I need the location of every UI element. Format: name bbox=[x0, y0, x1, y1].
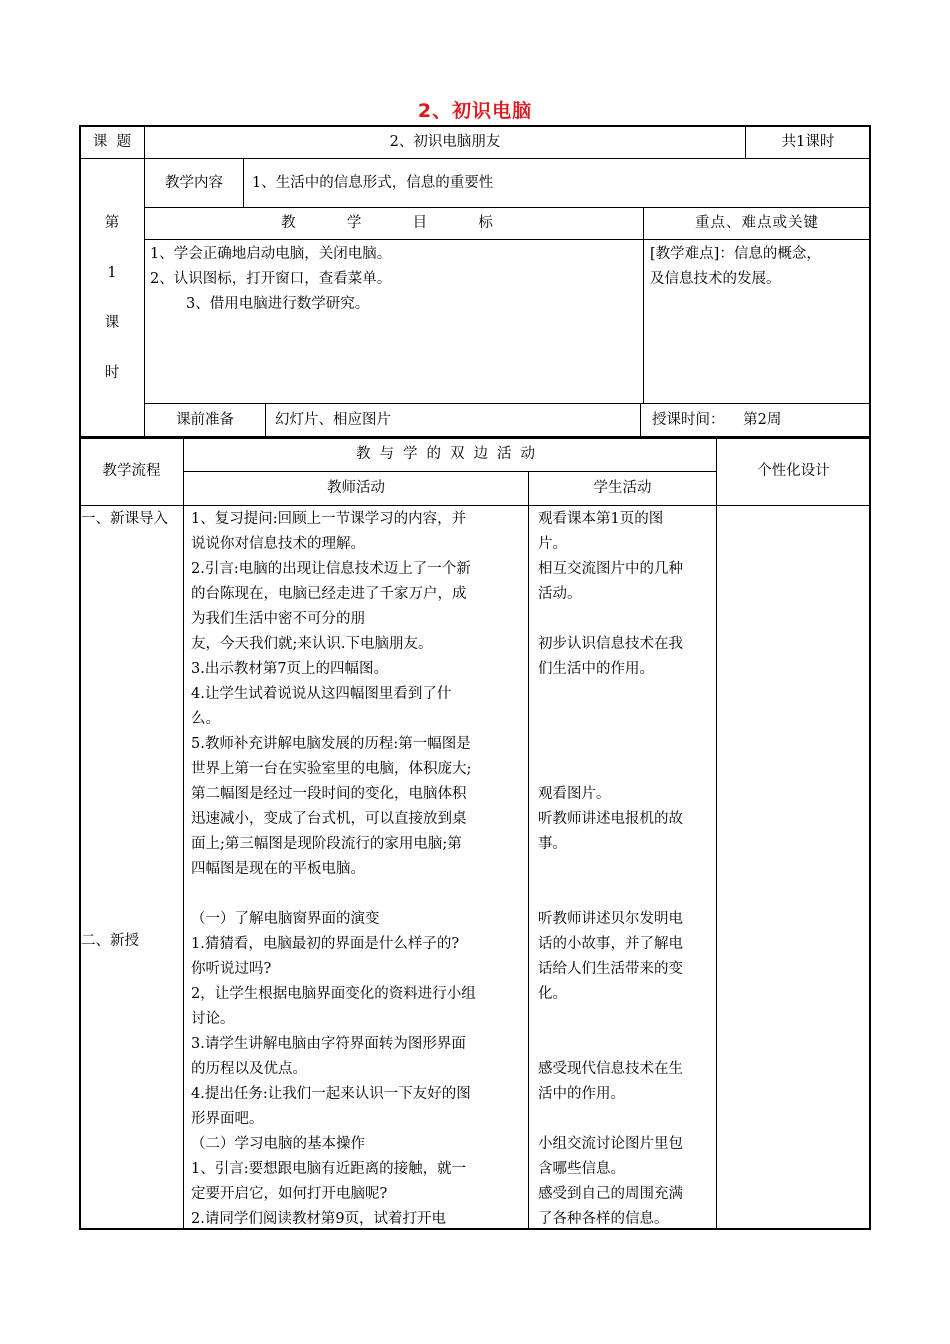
teacher-activity-line: （二）学习电脑的基本操作 bbox=[191, 1136, 365, 1152]
key-point-line: [教学难点]：信息的概念， bbox=[650, 246, 821, 262]
teacher-activity-line: 的台陈现在，电脑已经走进了千家万户，成 bbox=[191, 586, 467, 602]
student-activity-line bbox=[538, 607, 714, 632]
student-activity-line bbox=[538, 882, 714, 907]
teacher-activity-line: 2.请同学们阅读教材第9页，试着打开电 bbox=[191, 1211, 447, 1227]
prep-value: 幻灯片、相应图片 bbox=[275, 412, 391, 428]
stage-intro: 一、新课导入 bbox=[81, 511, 168, 527]
teacher-activity-line: 定要开启它，如何打开电脑呢? bbox=[191, 1186, 388, 1202]
teacher-activity-line: 2，让学生根据电脑界面变化的资料进行小组 bbox=[191, 986, 476, 1002]
student-activity-line bbox=[538, 1107, 714, 1132]
teacher-activity-line: 形界面吧。 bbox=[191, 1111, 264, 1127]
teacher-activity-line: 4.提出任务:让我们一起来认识一下友好的图 bbox=[191, 1086, 471, 1102]
student-activity-line: 初步认识信息技术在我 bbox=[538, 636, 683, 652]
key-point-line: 及信息技术的发展。 bbox=[650, 271, 781, 287]
teacher-activity-line: 为我们生活中密不可分的朋 bbox=[191, 611, 365, 627]
prep-label: 课前准备 bbox=[176, 412, 234, 428]
student-activity-line: 化。 bbox=[538, 986, 567, 1002]
student-activity-line: 感受到自己的周围充满 bbox=[538, 1186, 683, 1202]
time-label: 授课时间： bbox=[652, 412, 725, 428]
teacher-activity-line: 1、复习提问:回顾上一节课学习的内容，并 bbox=[191, 511, 467, 527]
teacher-activity-line: 么。 bbox=[191, 711, 220, 727]
personal-design-header: 个性化设计 bbox=[757, 463, 830, 479]
topic-value: 2、初识电脑朋友 bbox=[389, 133, 501, 150]
student-activity-line: 话的小故事，并了解电 bbox=[538, 936, 683, 952]
teacher-activity-line: （一）了解电脑窗界面的演变 bbox=[191, 911, 380, 927]
goals-list bbox=[150, 242, 640, 317]
student-activity-line: 话给人们生活带来的变 bbox=[538, 961, 683, 977]
student-activity-header: 学生活动 bbox=[593, 480, 652, 496]
teacher-activity-line: 1.猜猜看，电脑最初的界面是什么样子的? bbox=[191, 936, 460, 952]
dual-activity-header: 教与学的双边活动 bbox=[356, 446, 544, 462]
student-activity-line: 含哪些信息。 bbox=[538, 1161, 625, 1177]
student-activity-line: 了各种各样的信息。 bbox=[538, 1211, 669, 1227]
teacher-activity-line: 2.引言:电脑的出现让信息技术迈上了一个新 bbox=[191, 561, 471, 577]
student-activity-line: 活动。 bbox=[538, 586, 582, 602]
teaching-time bbox=[652, 404, 868, 437]
goals-header: 教 学 目 标 bbox=[281, 215, 507, 231]
teacher-activity-line: 第二幅图是经过一段时间的变化，电脑体积 bbox=[191, 786, 467, 802]
teacher-activity-line bbox=[191, 882, 526, 907]
student-activity-line bbox=[538, 857, 714, 882]
hours-value: 共1课时 bbox=[781, 133, 835, 150]
goal-item: 2、认识图标，打开窗口，查看菜单。 bbox=[150, 271, 392, 287]
teacher-activity-line: 3.出示教材第7页上的四幅图。 bbox=[191, 661, 389, 677]
teacher-activity-line: 1、引言:要想跟电脑有近距离的接触，就一 bbox=[191, 1161, 467, 1177]
goal-item: 1、学会正确地启动电脑，关闭电脑。 bbox=[150, 246, 392, 262]
student-activity-line: 活中的作用。 bbox=[538, 1086, 625, 1102]
page-title: 2、初识电脑 bbox=[417, 100, 533, 122]
lesson-side-4: 时 bbox=[104, 365, 120, 381]
student-activity-line bbox=[538, 1007, 714, 1032]
goal-item: 3、借用电脑进行数学研究。 bbox=[186, 296, 370, 312]
time-value: 第2周 bbox=[743, 412, 782, 428]
content-value: 1、生活中的信息形式，信息的重要性 bbox=[252, 175, 494, 191]
student-activity-line bbox=[538, 757, 714, 782]
student-activity-line: 观看课本第1页的图 bbox=[538, 511, 664, 527]
teacher-activity-line: 4.让学生试着说说从这四幅图里看到了什 bbox=[191, 686, 452, 702]
teacher-activity-line: 面上;第三幅图是现阶段流行的家用电脑;第 bbox=[191, 836, 462, 852]
teacher-activity-line: 四幅图是现在的平板电脑。 bbox=[191, 861, 365, 877]
teacher-activity-line: 友，今天我们就;来认识.下电脑朋友。 bbox=[191, 636, 433, 652]
key-points-header: 重点、难点或关键 bbox=[695, 215, 819, 231]
student-activity-line: 观看图片。 bbox=[538, 786, 611, 802]
lesson-side-2: 1 bbox=[107, 265, 117, 281]
teacher-activity-line: 3.请学生讲解电脑由字符界面转为图形界面 bbox=[191, 1036, 466, 1052]
student-activity-line bbox=[538, 1032, 714, 1057]
student-activity-line bbox=[538, 732, 714, 757]
teacher-activity-header: 教师活动 bbox=[327, 480, 385, 496]
student-activity-line: 们生活中的作用。 bbox=[538, 661, 654, 677]
flow-header: 教学流程 bbox=[102, 463, 161, 479]
content-label: 教学内容 bbox=[165, 174, 223, 191]
student-activity-line: 相互交流图片中的几种 bbox=[538, 561, 683, 577]
teacher-activity-line: 讨论。 bbox=[191, 1011, 235, 1027]
teacher-activity-line: 迅速减小，变成了台式机，可以直接放到桌 bbox=[191, 811, 467, 827]
student-activity-list bbox=[538, 507, 714, 1232]
teacher-activity-line: 你听说过吗? bbox=[191, 961, 272, 977]
teacher-activity-line: 5.教师补充讲解电脑发展的历程:第一幅图是 bbox=[191, 736, 471, 752]
key-points-list bbox=[650, 242, 868, 292]
student-activity-line bbox=[538, 682, 714, 707]
student-activity-line: 听教师讲述电报机的故 bbox=[538, 811, 683, 827]
student-activity-line bbox=[538, 707, 714, 732]
lesson-number-label bbox=[80, 198, 144, 398]
topic-label: 课 题 bbox=[92, 133, 132, 150]
student-activity-line: 片。 bbox=[538, 536, 567, 552]
teacher-activity-line: 世界上第一台在实验室里的电脑，体积庞大; bbox=[191, 761, 472, 777]
student-activity-line: 小组交流讨论图片里包 bbox=[538, 1136, 683, 1152]
lesson-side-1: 第 bbox=[104, 215, 120, 231]
teacher-activity-line: 说说你对信息技术的理解。 bbox=[191, 536, 365, 552]
student-activity-line: 事。 bbox=[538, 836, 567, 852]
student-activity-line: 感受现代信息技术在生 bbox=[538, 1061, 683, 1077]
stage-new-lesson: 二、新授 bbox=[81, 933, 139, 949]
student-activity-line: 听教师讲述贝尔发明电 bbox=[538, 911, 683, 927]
teacher-activity-list bbox=[191, 507, 526, 1232]
teacher-activity-line: 的历程以及优点。 bbox=[191, 1061, 307, 1077]
lesson-side-3: 课 bbox=[104, 315, 120, 331]
